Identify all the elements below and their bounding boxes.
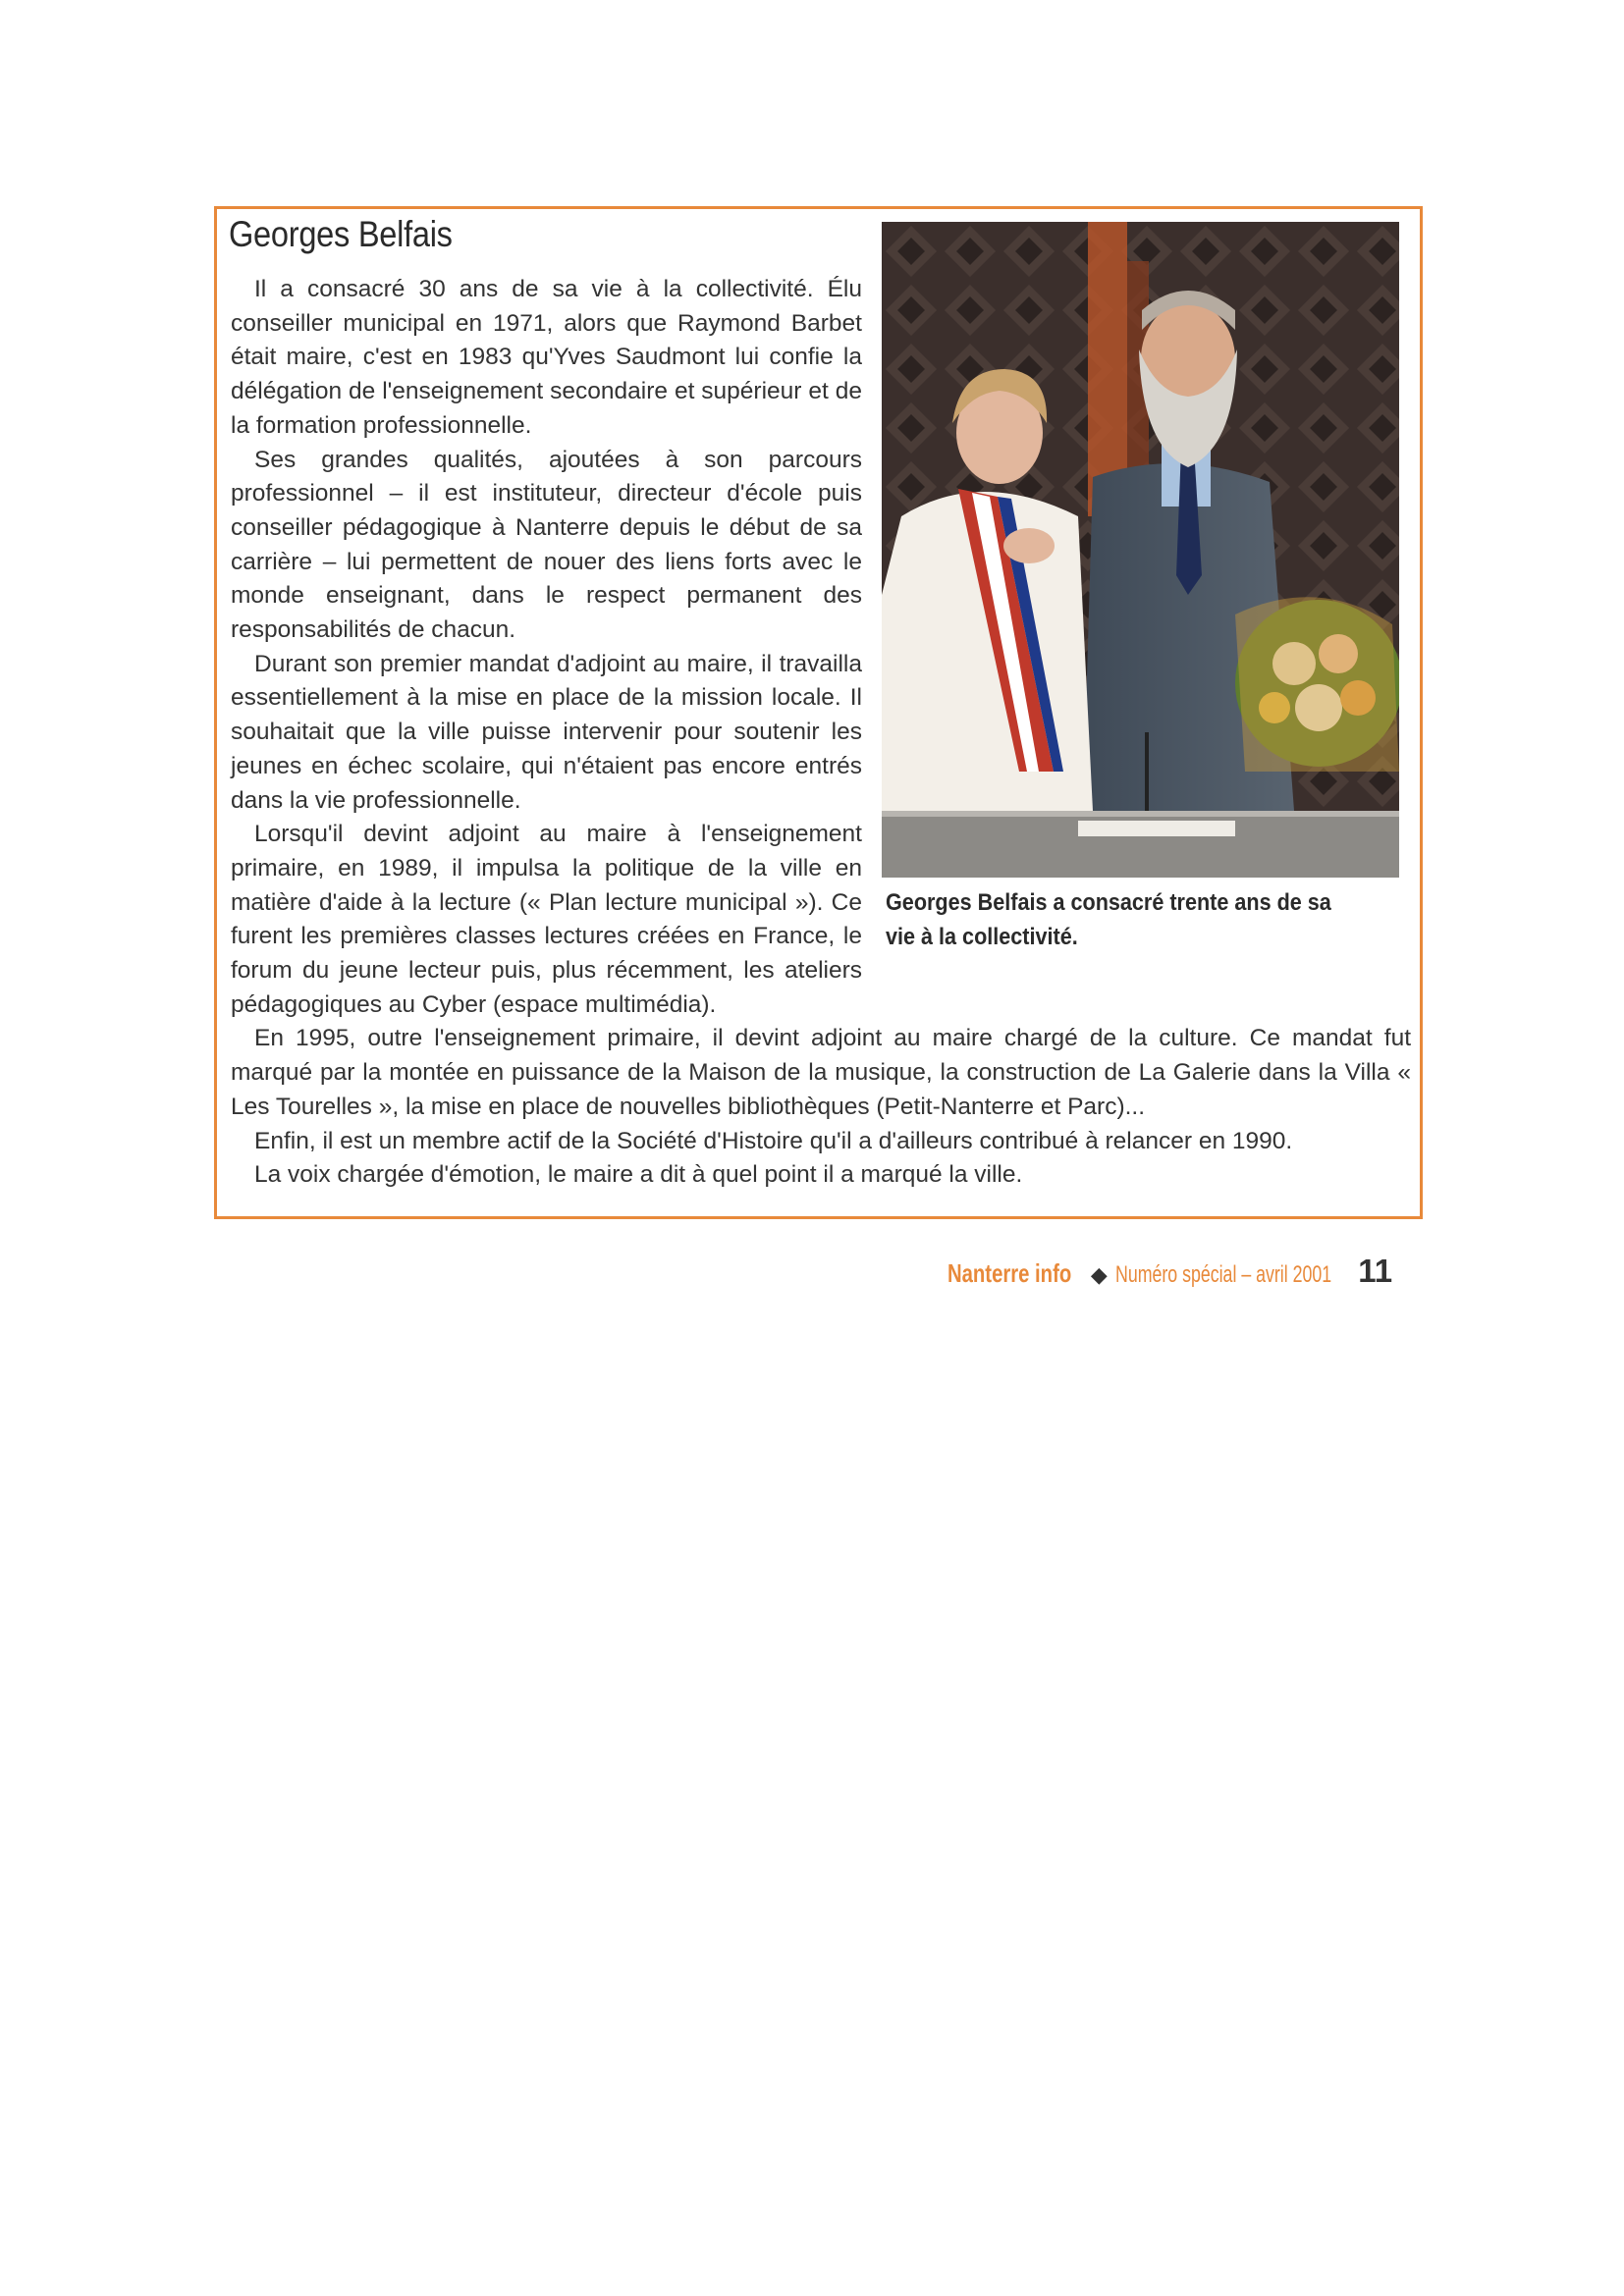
issue-label: Numéro spécial – avril 2001: [1114, 1261, 1331, 1288]
paragraph: En 1995, outre l'enseignement primaire, il devint adjoint au maire chargé de la culture. Ce mandat fut marqué par la montée en puissance de la Maison de la musique, la construction de La Galerie dans la Villa « Les Tourelles », la mise en place de nouvelles bibliothèques (Petit-Nanterre et Parc)...: [231, 1025, 1411, 1120]
ceremony-photo: [882, 222, 1399, 878]
paragraph: Ses grandes qualités, ajoutées à son parcours professionnel – il est instituteur, directeur d'école puis conseiller pédagogique à Nanterre depuis le début de sa carrière – lui permettent de nouer des liens forts avec le monde enseignant, dans le respect permanent des responsabilités de chacun.: [231, 446, 862, 644]
photo-caption-line: vie à la collectivité.: [886, 923, 1078, 950]
page-number: 11: [1358, 1253, 1393, 1289]
photo-caption-line: Georges Belfais a consacré trente ans de sa: [886, 889, 1331, 916]
photo-caption: [886, 886, 1345, 954]
publication-name: Nanterre info: [947, 1258, 1072, 1288]
article-title: Georges Belfais: [229, 214, 453, 254]
diamond-icon: ◆: [1090, 1262, 1108, 1287]
paragraph: La voix chargée d'émotion, le maire a dit à quel point il a marqué la ville.: [254, 1161, 1023, 1189]
paragraph: Durant son premier mandat d'adjoint au maire, il travailla essentiellement à la mise en place de la mission locale. Il souhaitait que la ville puisse intervenir pour soutenir les jeunes en échec scolaire, qui n'étaient pas encore entrés dans la vie professionnelle.: [231, 650, 862, 814]
paragraph: Lorsqu'il devint adjoint au maire à l'enseignement primaire, en 1989, il impulsa la politique de la ville en matière d'aide à la lecture (« Plan lecture municipal »). Ce furent les premières classes lectures créées en France, le forum du jeune lecteur puis, plus récemment, les ateliers pédagogiques au Cyber (espace multimédia).: [231, 821, 862, 1018]
paragraph: Il a consacré 30 ans de sa vie à la collectivité. Élu conseiller municipal en 1971, alors que Raymond Barbet était maire, c'est en 1983 qu'Yves Saudmont lui confie la délégation de l'enseignement secondaire et supérieur et de la formation professionnelle.: [231, 276, 862, 439]
ceremony-photo-illustration: [882, 222, 1399, 878]
page-footer: [947, 1253, 1392, 1290]
paragraph: Enfin, il est un membre actif de la Société d'Histoire qu'il a d'ailleurs contribué à relancer en 1990.: [254, 1127, 1293, 1154]
